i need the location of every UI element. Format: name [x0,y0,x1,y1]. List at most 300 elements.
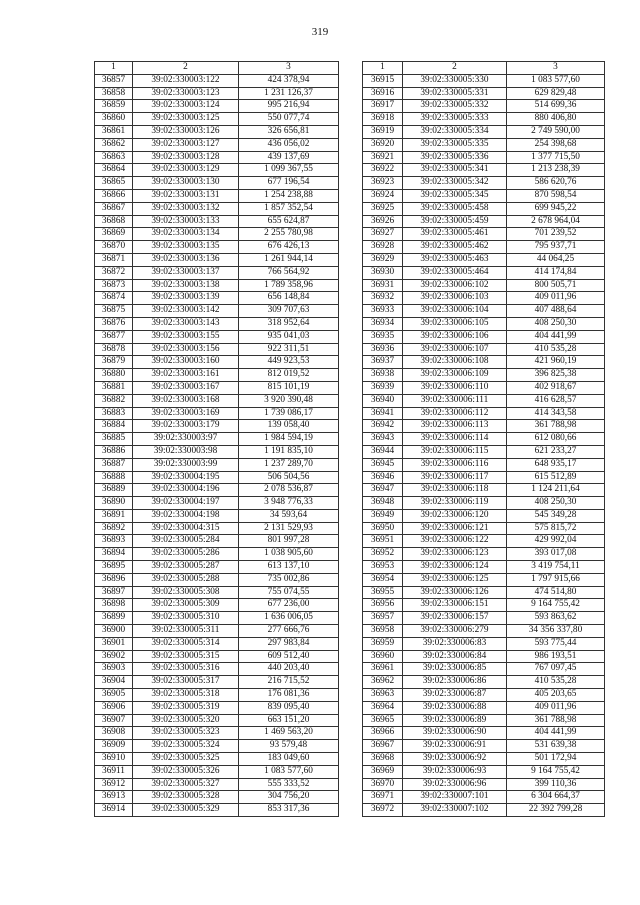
column-header: 2 [133,62,239,75]
value-cell: 318 952,64 [239,317,339,330]
number-cell: 36877 [95,330,133,343]
table-row [95,714,339,727]
value-cell: 656 148,84 [239,292,339,305]
cadastral-number-cell: 39:02:330006:103 [403,292,507,305]
table-row [95,215,339,228]
cadastral-number-cell: 39:02:330005:288 [133,573,239,586]
cadastral-number-cell: 39:02:330006:91 [403,740,507,753]
number-cell: 36967 [363,740,403,753]
number-cell: 36897 [95,586,133,599]
cadastral-number-cell: 39:02:330005:317 [133,676,239,689]
number-cell: 36862 [95,138,133,151]
table-row [95,241,339,254]
cadastral-number-cell: 39:02:330005:330 [403,74,507,87]
number-cell: 36921 [363,151,403,164]
value-cell: 9 164 755,42 [507,599,605,612]
value-cell: 812 019,52 [239,369,339,382]
cadastral-number-cell: 39:02:330006:151 [403,599,507,612]
table-row [363,125,605,138]
value-cell: 399 110,36 [507,778,605,791]
cadastral-number-cell: 39:02:330006:122 [403,535,507,548]
number-cell: 36913 [95,791,133,804]
table-row [95,637,339,650]
value-cell: 297 983,84 [239,637,339,650]
cadastral-number-cell: 39:02:330005:328 [133,791,239,804]
value-cell: 361 788,98 [507,714,605,727]
value-cell: 439 137,69 [239,151,339,164]
number-cell: 36894 [95,548,133,561]
cadastral-number-cell: 39:02:330003:168 [133,394,239,407]
table-row [363,637,605,650]
value-cell: 216 715,52 [239,676,339,689]
value-cell: 304 756,20 [239,791,339,804]
value-cell: 429 992,04 [507,535,605,548]
number-cell: 36904 [95,676,133,689]
table-row [363,87,605,100]
table-row [363,317,605,330]
number-cell: 36939 [363,381,403,394]
cadastral-number-cell: 39:02:330003:128 [133,151,239,164]
value-cell: 409 011,96 [507,292,605,305]
table-row [363,100,605,113]
number-cell: 36932 [363,292,403,305]
table-row [363,740,605,753]
table-row [95,253,339,266]
number-cell: 36927 [363,228,403,241]
number-cell: 36919 [363,125,403,138]
value-cell: 801 997,28 [239,535,339,548]
value-cell: 44 064,25 [507,253,605,266]
cadastral-number-cell: 39:02:330006:111 [403,394,507,407]
number-cell: 36942 [363,420,403,433]
table-row [95,765,339,778]
number-cell: 36870 [95,241,133,254]
cadastral-number-cell: 39:02:330005:462 [403,241,507,254]
value-cell: 34 356 337,80 [507,625,605,638]
number-cell: 36960 [363,650,403,663]
value-cell: 408 250,30 [507,317,605,330]
number-cell: 36909 [95,740,133,753]
number-cell: 36934 [363,317,403,330]
value-cell: 1 083 577,60 [239,765,339,778]
cadastral-number-cell: 39:02:330003:126 [133,125,239,138]
cadastral-number-cell: 39:02:330003:138 [133,279,239,292]
cadastral-number-cell: 39:02:330006:279 [403,625,507,638]
value-cell: 609 512,40 [239,650,339,663]
table-row [363,369,605,382]
value-cell: 2 255 780,98 [239,228,339,241]
number-cell: 36962 [363,676,403,689]
value-cell: 501 172,94 [507,753,605,766]
table-row [363,189,605,202]
table-row [95,791,339,804]
table-row [363,612,605,625]
number-cell: 36945 [363,458,403,471]
value-cell: 421 960,19 [507,356,605,369]
table-row [95,676,339,689]
number-cell: 36878 [95,343,133,356]
value-cell: 1 797 915,66 [507,573,605,586]
cadastral-number-cell: 39:02:330006:118 [403,484,507,497]
cadastral-number-cell: 39:02:330006:102 [403,279,507,292]
number-cell: 36948 [363,497,403,510]
number-cell: 36969 [363,765,403,778]
cadastral-number-cell: 39:02:330006:125 [403,573,507,586]
table-row [95,100,339,113]
table-row [363,177,605,190]
table-row [363,445,605,458]
number-cell: 36892 [95,522,133,535]
table-row [363,714,605,727]
value-cell: 612 080,66 [507,433,605,446]
value-cell: 1 237 289,70 [239,458,339,471]
value-cell: 414 343,58 [507,407,605,420]
value-cell: 3 920 390,48 [239,394,339,407]
number-cell: 36910 [95,753,133,766]
table-row [363,241,605,254]
cadastral-number-cell: 39:02:330006:84 [403,650,507,663]
value-cell: 410 535,28 [507,343,605,356]
cadastral-number-cell: 39:02:330004:196 [133,484,239,497]
number-cell: 36912 [95,778,133,791]
table-row [95,381,339,394]
table-row [363,381,605,394]
table-row [95,420,339,433]
cadastral-number-cell: 39:02:330006:83 [403,637,507,650]
number-cell: 36906 [95,701,133,714]
cadastral-number-cell: 39:02:330003:135 [133,241,239,254]
value-cell: 795 937,71 [507,241,605,254]
cadastral-number-cell: 39:02:330006:157 [403,612,507,625]
table-row [95,509,339,522]
number-cell: 36863 [95,151,133,164]
cadastral-number-cell: 39:02:330003:136 [133,253,239,266]
cadastral-number-cell: 39:02:330006:112 [403,407,507,420]
cadastral-number-cell: 39:02:330005:461 [403,228,507,241]
table-row [95,330,339,343]
table-row [95,433,339,446]
number-cell: 36952 [363,548,403,561]
value-cell: 735 002,86 [239,573,339,586]
cadastral-number-cell: 39:02:330003:160 [133,356,239,369]
number-cell: 36868 [95,215,133,228]
number-cell: 36968 [363,753,403,766]
value-cell: 593 775,44 [507,637,605,650]
cadastral-number-cell: 39:02:330005:319 [133,701,239,714]
number-cell: 36941 [363,407,403,420]
cadastral-number-cell: 39:02:330003:155 [133,330,239,343]
value-cell: 1 789 358,96 [239,279,339,292]
number-cell: 36861 [95,125,133,138]
cadastral-number-cell: 39:02:330006:87 [403,689,507,702]
value-cell: 613 137,10 [239,561,339,574]
value-cell: 531 639,38 [507,740,605,753]
value-cell: 474 514,80 [507,586,605,599]
cadastral-number-cell: 39:02:330006:116 [403,458,507,471]
table-row [95,125,339,138]
cadastral-number-cell: 39:02:330003:143 [133,317,239,330]
cadastral-number-cell: 39:02:330005:459 [403,215,507,228]
cadastral-number-cell: 39:02:330005:342 [403,177,507,190]
number-cell: 36880 [95,369,133,382]
cadastral-number-cell: 39:02:330006:96 [403,778,507,791]
value-cell: 396 825,38 [507,369,605,382]
cadastral-number-cell: 39:02:330003:123 [133,87,239,100]
value-cell: 986 193,51 [507,650,605,663]
number-cell: 36893 [95,535,133,548]
value-cell: 514 699,36 [507,100,605,113]
number-cell: 36908 [95,727,133,740]
value-cell: 183 049,60 [239,753,339,766]
table-row [363,650,605,663]
cadastral-number-cell: 39:02:330005:335 [403,138,507,151]
cadastral-number-cell: 39:02:330004:195 [133,471,239,484]
table-row [363,253,605,266]
value-cell: 995 216,94 [239,100,339,113]
table-row [95,317,339,330]
value-cell: 1 083 577,60 [507,74,605,87]
table-row [363,330,605,343]
table-row [363,765,605,778]
column-header: 3 [507,62,605,75]
value-cell: 3 419 754,11 [507,561,605,574]
cadastral-number-cell: 39:02:330005:318 [133,689,239,702]
number-cell: 36886 [95,445,133,458]
value-cell: 766 564,92 [239,266,339,279]
table-row [363,625,605,638]
number-cell: 36970 [363,778,403,791]
cadastral-number-cell: 39:02:330003:156 [133,343,239,356]
cadastral-number-cell: 39:02:330004:198 [133,509,239,522]
number-cell: 36940 [363,394,403,407]
table-row [363,305,605,318]
number-cell: 36917 [363,100,403,113]
table-row [95,74,339,87]
number-cell: 36865 [95,177,133,190]
number-cell: 36926 [363,215,403,228]
cadastral-number-cell: 39:02:330003:134 [133,228,239,241]
cadastral-number-cell: 39:02:330006:88 [403,701,507,714]
value-cell: 880 406,80 [507,113,605,126]
table-row [363,433,605,446]
cadastral-number-cell: 39:02:330003:97 [133,433,239,446]
value-cell: 2 131 529,93 [239,522,339,535]
table-row [363,343,605,356]
cadastral-number-cell: 39:02:330006:89 [403,714,507,727]
table-row [95,356,339,369]
value-cell: 922 311,51 [239,343,339,356]
number-cell: 36950 [363,522,403,535]
number-cell: 36953 [363,561,403,574]
value-cell: 870 598,54 [507,189,605,202]
cadastral-number-cell: 39:02:330005:284 [133,535,239,548]
table-row [363,727,605,740]
number-cell: 36918 [363,113,403,126]
table-row [363,292,605,305]
cadastral-number-cell: 39:02:330006:120 [403,509,507,522]
cadastral-number-cell: 39:02:330005:314 [133,637,239,650]
table-row [363,113,605,126]
table-row [95,650,339,663]
table-row [363,484,605,497]
number-cell: 36914 [95,804,133,817]
cadastral-number-cell: 39:02:330005:324 [133,740,239,753]
cadastral-number-cell: 39:02:330003:130 [133,177,239,190]
cadastral-number-cell: 39:02:330005:315 [133,650,239,663]
number-cell: 36898 [95,599,133,612]
cadastral-number-cell: 39:02:330006:119 [403,497,507,510]
table-row [95,727,339,740]
table-row [95,164,339,177]
table-row [363,561,605,574]
cadastral-number-cell: 39:02:330006:117 [403,471,507,484]
table-row [95,151,339,164]
number-cell: 36891 [95,509,133,522]
table-row [95,740,339,753]
table-row [363,586,605,599]
table-row [363,548,605,561]
cadastral-number-cell: 39:02:330006:124 [403,561,507,574]
table-row [363,676,605,689]
cadastral-number-cell: 39:02:330003:161 [133,369,239,382]
value-cell: 677 236,00 [239,599,339,612]
number-cell: 36905 [95,689,133,702]
table-row [95,138,339,151]
value-cell: 2 678 964,04 [507,215,605,228]
table-row [95,292,339,305]
value-cell: 506 504,56 [239,471,339,484]
table-row [363,407,605,420]
cadastral-number-cell: 39:02:330003:169 [133,407,239,420]
cadastral-number-cell: 39:02:330006:109 [403,369,507,382]
table-row [363,394,605,407]
number-cell: 36936 [363,343,403,356]
value-cell: 1 124 211,64 [507,484,605,497]
number-cell: 36930 [363,266,403,279]
value-cell: 550 077,74 [239,113,339,126]
cadastral-number-cell: 39:02:330005:332 [403,100,507,113]
value-cell: 1 099 367,55 [239,164,339,177]
number-cell: 36964 [363,701,403,714]
table-row [95,573,339,586]
cadastral-number-cell: 39:02:330006:113 [403,420,507,433]
number-cell: 36857 [95,74,133,87]
cadastral-number-cell: 39:02:330006:123 [403,548,507,561]
table-row [95,753,339,766]
table-row [95,458,339,471]
page-number: 319 [311,26,329,38]
value-cell: 9 164 755,42 [507,765,605,778]
number-cell: 36875 [95,305,133,318]
value-cell: 1 254 238,88 [239,189,339,202]
value-cell: 839 095,40 [239,701,339,714]
cadastral-number-cell: 39:02:330006:104 [403,305,507,318]
value-cell: 449 923,53 [239,356,339,369]
cadastral-number-cell: 39:02:330005:463 [403,253,507,266]
cadastral-number-cell: 39:02:330005:325 [133,753,239,766]
table-row [363,215,605,228]
table-row [95,445,339,458]
number-cell: 36933 [363,305,403,318]
value-cell: 1 469 563,20 [239,727,339,740]
number-cell: 36881 [95,381,133,394]
value-cell: 326 656,81 [239,125,339,138]
cadastral-number-cell: 39:02:330005:316 [133,663,239,676]
value-cell: 1 739 086,17 [239,407,339,420]
table-row [95,497,339,510]
table-row [363,535,605,548]
cadastral-number-cell: 39:02:330006:92 [403,753,507,766]
value-cell: 1 191 835,10 [239,445,339,458]
column-header: 2 [403,62,507,75]
value-cell: 22 392 799,28 [507,804,605,817]
table-row [95,778,339,791]
cadastral-number-cell: 39:02:330006:114 [403,433,507,446]
table-row [95,87,339,100]
value-cell: 586 620,76 [507,177,605,190]
value-cell: 93 579,48 [239,740,339,753]
table-row [363,228,605,241]
value-cell: 176 081,36 [239,689,339,702]
cadastral-number-cell: 39:02:330003:142 [133,305,239,318]
cadastral-number-cell: 39:02:330006:115 [403,445,507,458]
table-row [95,113,339,126]
table-row [363,701,605,714]
cadastral-number-cell: 39:02:330005:333 [403,113,507,126]
table-row [95,394,339,407]
number-cell: 36899 [95,612,133,625]
value-cell: 755 074,55 [239,586,339,599]
number-cell: 36901 [95,637,133,650]
number-cell: 36924 [363,189,403,202]
value-cell: 1 213 238,39 [507,164,605,177]
cadastral-number-cell: 39:02:330003:133 [133,215,239,228]
table-row [95,279,339,292]
column-header: 1 [363,62,403,75]
cadastral-number-cell: 39:02:330004:197 [133,497,239,510]
number-cell: 36955 [363,586,403,599]
number-cell: 36958 [363,625,403,638]
value-cell: 2 749 590,00 [507,125,605,138]
table-row [95,548,339,561]
table-row [363,522,605,535]
value-cell: 414 174,84 [507,266,605,279]
value-cell: 677 196,54 [239,177,339,190]
right-table [362,61,605,817]
table-row [95,804,339,817]
cadastral-number-cell: 39:02:330005:341 [403,164,507,177]
value-cell: 3 948 776,33 [239,497,339,510]
value-cell: 935 041,03 [239,330,339,343]
table-row [95,522,339,535]
cadastral-number-cell: 39:02:330006:106 [403,330,507,343]
table-row [95,535,339,548]
number-cell: 36907 [95,714,133,727]
number-cell: 36920 [363,138,403,151]
header-row [363,62,605,75]
table-row [363,791,605,804]
value-cell: 393 017,08 [507,548,605,561]
value-cell: 767 097,45 [507,663,605,676]
cadastral-number-cell: 39:02:330003:125 [133,113,239,126]
cadastral-number-cell: 39:02:330005:334 [403,125,507,138]
cadastral-number-cell: 39:02:330005:345 [403,189,507,202]
number-cell: 36872 [95,266,133,279]
cadastral-number-cell: 39:02:330003:98 [133,445,239,458]
number-cell: 36961 [363,663,403,676]
number-cell: 36890 [95,497,133,510]
table-row [363,804,605,817]
